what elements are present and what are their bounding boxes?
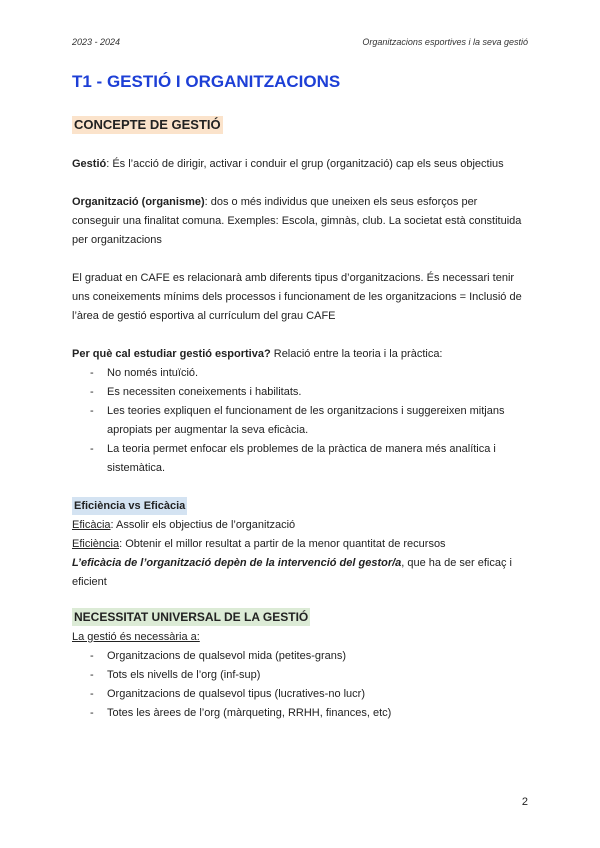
eficiencia-def: : Obtenir el millor resultat a partir de la menor quantitat de recursos [119,538,446,550]
gestor-statement [72,554,528,592]
gestio-definition [72,155,528,174]
organitzacio-definition [72,193,528,250]
heading-necessitat: NECESSITAT UNIVERSAL DE LA GESTIÓ [74,610,309,624]
reasons-list [72,364,528,478]
heading-concepte: CONCEPTE DE GESTIÓ [74,117,221,132]
eficiencia-definition [72,535,528,554]
list-item: - No només intuïció. [72,364,528,383]
list-item: - Les teories expliquen el funcionament de les organitzacions i suggereixen mitjans apropiats per augmentar la seva eficàcia. [72,402,528,440]
page-content [72,70,528,723]
list-item: - Organitzacions de qualsevol tipus (lucratives-no lucr) [72,685,528,704]
header-year: 2023 - 2024 [72,37,121,47]
list-item: - Organitzacions de qualsevol mida (petites-grans) [72,647,528,666]
gestio-def: : És l’acció de dirigir, activar i conduir el grup (organització) cap els seus objectius [106,158,504,170]
organitzacio-term: Organització (organisme) [72,196,205,208]
list-item: - La teoria permet enfocar els problemes de la pràctica de manera més analítica i sistemàtica. [72,440,528,478]
page-number: 2 [521,796,528,808]
list-item: - Tots els nivells de l’org (inf-sup) [72,666,528,685]
why-study-rest: Relació entre la teoria i la pràctica: [270,348,443,360]
eficiencia-term: Eficiència [72,538,120,550]
gestio-term: Gestió [72,158,107,170]
page-title: T1 - GESTIÓ I ORGANITZACIONS [72,72,341,91]
necessitat-list [72,647,528,723]
eficacia-term: Eficàcia [72,519,111,531]
organitzacio-def: : dos o més individus que uneixen els seus esforços per conseguir una finalitat comuna. Exemples: Escola, gimnàs, club. La societat està constituida per organitzacions [72,196,522,246]
gestor-statement-rest: , que ha de ser eficaç i eficient [72,557,512,588]
list-item: - Es necessiten coneixements i habilitats. [72,383,528,402]
gestor-statement-bold: L’eficàcia de l’organització depèn de la intervenció del gestor/a [72,557,402,569]
why-study-paragraph [72,345,528,364]
eficacia-definition [72,516,528,535]
eficacia-def: : Assolir els objectius de l’organització [110,519,296,531]
heading-eficiencia: Eficiència vs Eficàcia [72,497,187,515]
why-study-question: Per què cal estudiar gestió esportiva? [72,348,271,360]
necessitat-intro: La gestió és necessària a: [72,631,200,643]
header-course-title: Organitzacions esportives i la seva gestió [362,37,528,47]
graduat-paragraph: El graduat en CAFE es relacionarà amb diferents tipus d’organitzacions. És necessari tenir uns coneixements mínims dels processos i funcionament de les organitzacions = Inclusió de l’àrea de gestió esportiva al currículum del grau CAFE [72,272,522,322]
list-item: - Totes les àrees de l’org (màrqueting, RRHH, finances, etc) [72,704,528,723]
